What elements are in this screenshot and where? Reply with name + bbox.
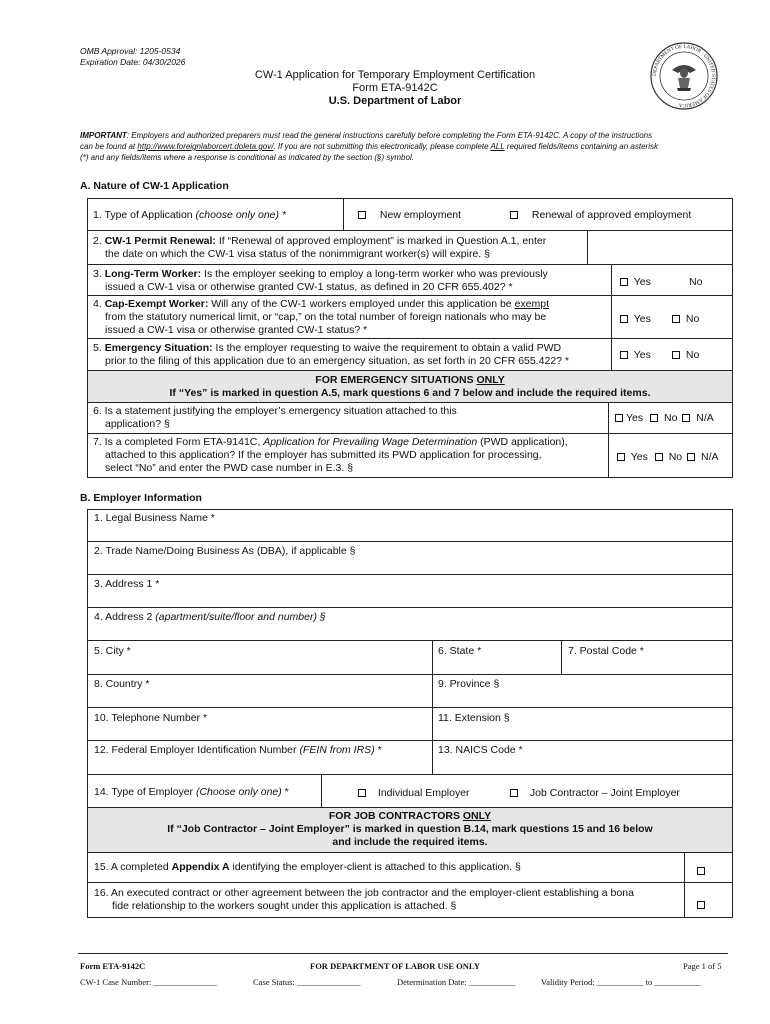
footer-form-number: Form ETA-9142C	[80, 961, 146, 971]
b14-individual-label: Individual Employer	[377, 787, 470, 799]
b4-label-a: 4. Address 2	[94, 611, 156, 623]
a7-options	[617, 451, 719, 464]
form-title	[200, 69, 590, 108]
a6-line1: 6. Is a statement justifying the employer’s emergency situation attached to this	[93, 405, 457, 417]
a5-num: 5.	[93, 342, 105, 354]
b11-label: 11. Extension §	[438, 712, 510, 724]
footer-validity-period: Validity Period: ___________ to ___________	[541, 977, 702, 987]
b14-label-c: *	[281, 786, 289, 798]
a7-no-label: No	[668, 451, 683, 463]
checkbox-a4-yes[interactable]	[620, 315, 628, 323]
a7-italic: Application for Prevailing Wage Determination	[263, 436, 478, 448]
important-text-3: (*) and any fields/items where a response is conditional as indicated by the section (§) symbol.	[80, 153, 414, 162]
important-label: IMPORTANT	[80, 131, 127, 140]
b14-label-b: (Choose only one)	[195, 786, 282, 798]
b14-option-individual[interactable]	[358, 787, 470, 800]
a4-line2: from the statutory numerical limit, or “cap,” on the total number of foreign nationals who may be	[105, 311, 547, 323]
checkbox-a5-no[interactable]	[672, 351, 680, 359]
a3-bold: Long-Term Worker:	[104, 268, 202, 280]
footer-case-status: Case Status: _______________	[253, 977, 361, 987]
a4-line1a: Will any of the CW-1 workers employed under this application be	[208, 298, 515, 310]
b10-label: 10. Telephone Number *	[94, 712, 208, 724]
a3-line1: Is the employer seeking to employ a long-term worker who was previously	[201, 268, 548, 280]
b16-checkbox[interactable]	[697, 895, 708, 913]
checkbox-a6-na[interactable]	[682, 414, 690, 422]
a6-question	[93, 405, 457, 431]
important-all: ALL	[490, 142, 505, 151]
a1-option-renewal-label: Renewal of approved employment	[531, 209, 692, 221]
footer-dol-use: FOR DEPARTMENT OF LABOR USE ONLY	[310, 961, 480, 971]
a7-line3: select “No” and enter the PWD case number in E.3. §	[105, 462, 354, 474]
a2-bold: CW-1 Permit Renewal:	[104, 235, 216, 247]
a1-label: 1. Type of Application	[93, 209, 196, 221]
b15-label-a: 15. A completed	[94, 861, 172, 873]
b4-label-b: (apartment/suite/floor and number) §	[155, 611, 326, 623]
a3-line2: issued a CW-1 visa or otherwise granted CW-1 status, as defined in 20 CFR 655.402? *	[105, 281, 513, 293]
b12-label-a: 12. Federal Employer Identification Number	[94, 744, 300, 756]
seal-text: DEPARTMENT OF LABOR · UNITED STATES OF AMERICA	[651, 43, 717, 109]
b7-label: 7. Postal Code *	[568, 645, 644, 657]
form-number: Form ETA-9142C	[352, 82, 438, 94]
checkbox-individual-employer[interactable]	[358, 789, 366, 797]
contractor-banner-line3: and include the required items.	[332, 836, 488, 848]
b15-label-b: Appendix A	[171, 861, 230, 873]
a7-question	[93, 436, 568, 475]
a6-yes-label: Yes	[626, 412, 644, 424]
b16-line1: 16. An executed contract or other agreement between the job contractor and the employer-client establishing a bona	[94, 887, 634, 899]
checkbox-a7-na[interactable]	[687, 453, 695, 461]
contractor-banner-line2: If “Job Contractor – Joint Employer” is marked in question B.14, mark questions 15 and 16 below	[167, 823, 653, 835]
a2-num: 2.	[93, 235, 105, 247]
b4-label	[94, 611, 326, 624]
b1-label: 1. Legal Business Name *	[94, 512, 215, 524]
emergency-banner-text	[88, 374, 732, 400]
b4-address2-input[interactable]	[88, 624, 732, 640]
a2-date-input[interactable]	[588, 231, 732, 263]
a4-exempt: exempt	[514, 298, 549, 310]
b9-label: 9. Province §	[438, 678, 500, 690]
b14-label	[94, 786, 289, 799]
a1-option-new[interactable]	[358, 209, 461, 222]
checkbox-renewal[interactable]	[510, 211, 518, 219]
a4-no[interactable]	[672, 313, 699, 326]
a7-na-label: N/A	[701, 451, 719, 463]
form-title-text: CW-1 Application for Temporary Employment Certification	[254, 69, 536, 81]
emergency-banner-line2: If “Yes” is marked in question A.5, mark questions 6 and 7 below and include the required items.	[169, 387, 651, 399]
a4-bold: Cap-Exempt Worker:	[104, 298, 209, 310]
a3-no-label[interactable]: No	[689, 276, 703, 288]
footer-determination-date: Determination Date: ___________	[397, 977, 516, 987]
b13-label: 13. NAICS Code *	[438, 744, 523, 756]
a3-yes[interactable]	[620, 276, 651, 289]
a5-line2: prior to the filing of this application due to an emergency situation, as set forth in 20 CFR 655.422? *	[105, 355, 570, 367]
b5-label: 5. City *	[94, 645, 131, 657]
a7-line1b: (PWD application),	[477, 436, 568, 448]
b14-option-contractor[interactable]	[510, 787, 680, 800]
footer-case-number: CW-1 Case Number: _______________	[80, 977, 218, 987]
a5-bold: Emergency Situation:	[104, 342, 213, 354]
a6-options	[615, 412, 714, 425]
a5-yes[interactable]	[620, 349, 651, 362]
a5-line1: Is the employer requesting to waive the requirement to obtain a valid PWD	[212, 342, 562, 354]
department-name: U.S. Department of Labor	[328, 95, 462, 107]
a6-line2: application? §	[105, 418, 170, 430]
b14-contractor-label: Job Contractor – Joint Employer	[529, 787, 680, 799]
a6-na-label: N/A	[696, 412, 714, 424]
a3-question	[93, 268, 548, 294]
important-notice	[80, 130, 720, 163]
dol-seal-icon	[650, 42, 718, 110]
b2-label: 2. Trade Name/Doing Business As (DBA), if applicable §	[94, 545, 356, 557]
checkbox-contract[interactable]	[697, 901, 705, 909]
checkbox-a7-no[interactable]	[655, 453, 663, 461]
important-text-2b: . If you are not submitting this electronically, please complete	[273, 142, 491, 151]
a5-no[interactable]	[672, 349, 699, 362]
omb-approval: OMB Approval: 1205-0534	[80, 46, 181, 56]
a6-no-label: No	[663, 412, 678, 424]
a4-question	[93, 298, 549, 337]
a7-line1a: 7. Is a completed Form ETA-9141C,	[93, 436, 264, 448]
important-text-2c: required fields/items containing an asterisk	[504, 142, 658, 151]
checkbox-a3-yes[interactable]	[620, 278, 628, 286]
b6-label: 6. State *	[438, 645, 482, 657]
a5-question	[93, 342, 569, 368]
emergency-banner-line1: FOR EMERGENCY SITUATIONS	[315, 374, 477, 386]
a2-line2: the date on which the CW-1 visa status of the nonimmigrant worker(s) will expire. §	[105, 248, 490, 260]
expiration-date: Expiration Date: 04/30/2026	[80, 57, 186, 67]
b16-line2: fide relationship to the workers sought under this application is attached. §	[112, 900, 457, 912]
a5-no-label: No	[685, 349, 700, 361]
a1-hint: (choose only one) *	[195, 209, 287, 221]
b3-label: 3. Address 1 *	[94, 578, 160, 590]
contractor-only: ONLY	[462, 810, 492, 822]
checkbox-a5-yes[interactable]	[620, 351, 628, 359]
a2-line1: If “Renewal of approved employment” is marked in Question A.1, enter	[215, 235, 547, 247]
b1-legal-name-input[interactable]	[88, 525, 732, 540]
a3-yes-label: Yes	[633, 276, 651, 288]
section-a-heading: A. Nature of CW-1 Application	[80, 180, 229, 192]
b14-label-a: 14. Type of Employer	[94, 786, 196, 798]
b8-label: 8. Country *	[94, 678, 150, 690]
a7-line2: attached to this application? If the employer has submitted its PWD application for processing,	[105, 449, 542, 461]
a1-option-new-label: New employment	[379, 209, 462, 221]
checkbox-appendix-a[interactable]	[697, 867, 705, 875]
a4-yes-label: Yes	[633, 313, 651, 325]
b2-dba-input[interactable]	[88, 558, 732, 574]
b12-label-b: (FEIN from IRS)	[299, 744, 375, 756]
a4-line3: issued a CW-1 visa or otherwise granted CW-1 status? *	[105, 324, 368, 336]
checkbox-a4-no[interactable]	[672, 315, 680, 323]
a7-yes-label: Yes	[630, 451, 648, 463]
b15-label-c: identifying the employer-client is attached to this application. §	[229, 861, 521, 873]
checkbox-new-employment[interactable]	[358, 211, 366, 219]
b15-label	[94, 861, 521, 874]
footer-page-number: Page 1 of 5	[683, 961, 722, 971]
contractor-banner-text	[88, 810, 732, 849]
b12-label-c: *	[374, 744, 382, 756]
important-text-1: : Employers and authorized preparers must read the general instructions carefully before completing the Form ETA-9142C. A copy of the instructions	[126, 131, 653, 140]
checkbox-a6-yes[interactable]	[615, 414, 623, 422]
important-text-2a: can be found at	[80, 142, 138, 151]
checkbox-a7-yes[interactable]	[617, 453, 625, 461]
contractor-banner-line1: FOR JOB CONTRACTORS	[328, 810, 463, 822]
a4-no-label: No	[685, 313, 700, 325]
a1-option-renewal[interactable]	[510, 209, 691, 222]
instructions-link[interactable]: http://www.foreignlaborcert.doleta.gov/	[137, 142, 274, 151]
section-b-heading: B. Employer Information	[80, 492, 202, 504]
a2-question	[93, 235, 546, 261]
a5-yes-label: Yes	[633, 349, 651, 361]
a3-num: 3.	[93, 268, 105, 280]
checkbox-a6-no[interactable]	[650, 414, 658, 422]
b16-label	[94, 887, 634, 913]
checkbox-job-contractor[interactable]	[510, 789, 518, 797]
emergency-only: ONLY	[476, 374, 505, 386]
b12-label	[94, 744, 382, 757]
b3-address1-input[interactable]	[88, 591, 732, 607]
a4-yes[interactable]	[620, 313, 651, 326]
a4-num: 4.	[93, 298, 105, 310]
b15-checkbox[interactable]	[697, 861, 708, 879]
a1-question	[93, 209, 286, 222]
